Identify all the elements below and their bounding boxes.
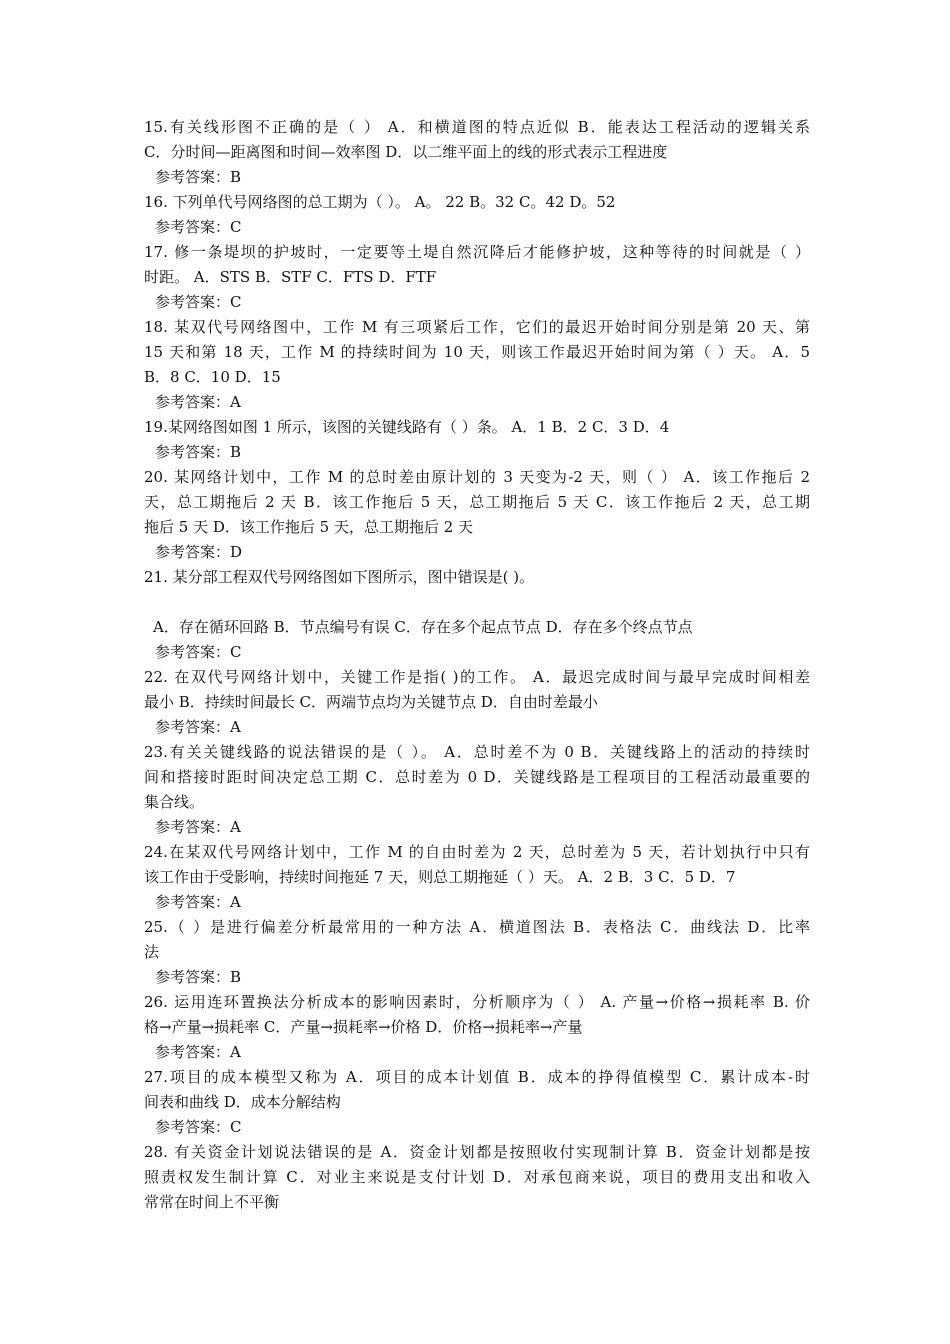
answer-line: 参考答案：D	[155, 543, 243, 561]
question-line: 常常在时间上不平衡	[144, 1193, 280, 1211]
question-line: 拖后 5 天 D．该工作拖后 5 天，总工期拖后 2 天	[144, 518, 474, 536]
question-16	[144, 190, 810, 240]
answer-line: 参考答案：B	[155, 168, 242, 186]
answer-line: 参考答案：A	[155, 893, 241, 911]
question-line: 21. 某分部工程双代号网络图如下图所示，图中错误是( )。	[144, 568, 535, 586]
question-28	[144, 1140, 810, 1215]
question-line: 25.（ ）是进行偏差分析最常用的一种方法 A．横道图法 B．表格法 C．曲线法 D．比率	[144, 918, 810, 936]
question-line: 15.有关线形图不正确的是（ ） A．和横道图的特点近似 B．能表达工程活动的逻辑关系	[144, 118, 810, 136]
question-line: 24.在某双代号网络计划中，工作 M 的自由时差为 2 天，总时差为 5 天，若计划执行中只有	[144, 843, 810, 861]
question-21	[144, 565, 810, 665]
question-line: 17. 修一条堤坝的护坡时，一定要等土堤自然沉降后才能修护坡，这种等待的时间就是（ ）	[144, 243, 810, 261]
answer-line: 参考答案：B	[155, 968, 242, 986]
question-line: 天，总工期拖后 2 天 B．该工作拖后 5 天，总工期拖后 5 天 C．该工作拖后 2 天，总工期	[144, 493, 810, 511]
question-26	[144, 990, 810, 1065]
question-line: 法	[144, 943, 160, 961]
question-line: 最小 B．持续时间最长 C．两端节点均为关键节点 D．自由时差最小	[144, 693, 598, 711]
question-line: 22. 在双代号网络计划中，关键工作是指( )的工作。 A．最迟完成时间与最早完成时间相差	[144, 668, 810, 686]
question-options-line: A．存在循环回路 B．节点编号有误 C．存在多个起点节点 D．存在多个终点节点	[153, 618, 693, 636]
question-line: 时距。 A．STS B．STF C．FTS D．FTF	[144, 268, 437, 286]
document-page	[144, 115, 810, 1215]
question-line: 28. 有关资金计划说法错误的是 A．资金计划都是按照收付实现制计算 B．资金计划都是按	[144, 1143, 810, 1161]
question-line: 26. 运用连环置换法分析成本的影响因素时，分析顺序为（ ） A. 产量→价格→损耗率 B. 价	[144, 993, 810, 1011]
answer-line: 参考答案：C	[155, 293, 242, 311]
question-line: 集合线。	[144, 793, 205, 811]
answer-line: 参考答案：C	[155, 643, 242, 661]
question-line: 15 天和第 18 天，工作 M 的持续时间为 10 天，则该工作最迟开始时间为第（ ）天。 A．5	[144, 343, 810, 361]
question-line: 18. 某双代号网络图中，工作 M 有三项紧后工作，它们的最迟开始时间分别是第 20 天、第	[144, 318, 810, 336]
answer-line: 参考答案：A	[155, 718, 241, 736]
figure-gap	[144, 590, 810, 615]
question-15	[144, 115, 810, 190]
question-18	[144, 315, 810, 415]
question-line: C．分时间—距离图和时间—效率图 D．以二维平面上的线的形式表示工程进度	[144, 143, 668, 161]
answer-line: 参考答案：C	[155, 1118, 242, 1136]
answer-line: 参考答案：B	[155, 443, 242, 461]
question-line: 该工作由于受影响，持续时间拖延 7 天，则总工期拖延（ ）天。 A．2 B．3 C．5 D．7	[144, 868, 736, 886]
question-23	[144, 740, 810, 840]
answer-line: 参考答案：A	[155, 1043, 241, 1061]
question-22	[144, 665, 810, 740]
question-line: 27.项目的成本模型又称为 A．项目的成本计划值 B．成本的挣得值模型 C．累计成本-时	[144, 1068, 810, 1086]
question-line: 间和搭接时距时间决定总工期 C．总时差为 0 D．关键线路是工程项目的工程活动最重要的	[144, 768, 810, 786]
question-24	[144, 840, 810, 915]
question-line: B．8 C．10 D．15	[144, 368, 281, 386]
question-line: 间表和曲线 D．成本分解结构	[144, 1093, 341, 1111]
question-line: 照责权发生制计算 C．对业主来说是支付计划 D．对承包商来说，项目的费用支出和收入	[144, 1168, 810, 1186]
question-17	[144, 240, 810, 315]
question-line: 19.某网络图如图 1 所示，该图的关键线路有（ ）条。 A．1 B．2 C．3 D．4	[144, 418, 670, 436]
answer-line: 参考答案：A	[155, 818, 241, 836]
question-line: 格→产量→损耗率 C．产量→损耗率→价格 D．价格→损耗率→产量	[144, 1018, 583, 1036]
question-19	[144, 415, 810, 465]
question-line: 20. 某网络计划中，工作 M 的总时差由原计划的 3 天变为-2 天，则（ ） A．该工作拖后 2	[144, 468, 810, 486]
question-line: 23.有关关键线路的说法错误的是（ ）。 A．总时差不为 0 B．关键线路上的活动的持续时	[144, 743, 810, 761]
answer-line: 参考答案：A	[155, 393, 241, 411]
answer-line: 参考答案：C	[155, 218, 242, 236]
question-25	[144, 915, 810, 990]
question-27	[144, 1065, 810, 1140]
question-20	[144, 465, 810, 565]
question-line: 16. 下列单代号网络图的总工期为（ ）。 A。 22 B。32 C。42 D。52	[144, 193, 616, 211]
